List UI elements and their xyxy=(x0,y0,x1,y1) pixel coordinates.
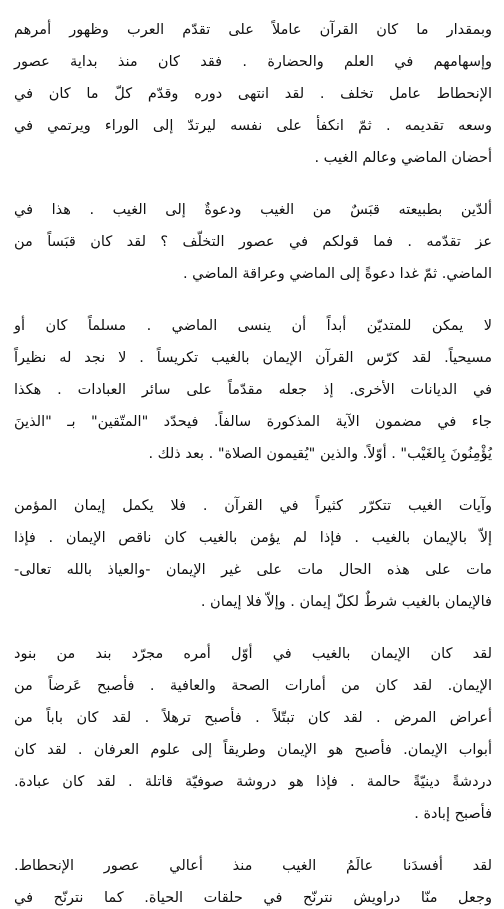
paragraph-2-line-3: الماضي. ثمّ غدا دعوةً إلى الماضي وعراقة الماضي . xyxy=(182,266,492,282)
paragraph-3-line-1: لا يمكن للمتديّن أبداً أن ينسى الماضي . مسلماً كان أو xyxy=(14,318,492,334)
paragraph-6-line-1: لقد أفسدَنا عالَمُ الغيب منذ أعالي عصور الإنحطاط. xyxy=(14,858,492,874)
paragraph-6-line-2: وجعل منّا دراويش نترنّح في حلقات الحياة. كما نترنّح في xyxy=(14,890,492,906)
paragraph-3-line-3: في الديانات الأخرى. إذ جعله مقدّماً على سائر العبادات . هكذا xyxy=(14,382,492,398)
paragraph-5-line-2: الإيمان. لقد كان من أمارات الصحة والعافية . فأصبح عَرضاً من xyxy=(14,678,492,694)
paragraph-4-line-4: فالإيمان بالغيب شرطٌ لكلّ إيمان . وإلاّ فلا إيمان . xyxy=(200,594,492,610)
paragraph-5-line-3: أعراض المرض . لقد كان تبتّلاً . فأصبح ترهلاً . لقد كان باباً من xyxy=(14,710,492,726)
paragraph-4-line-3: مات على هذه الحال مات على غير الإيمان -والعياذ بالله تعالى- xyxy=(14,562,492,578)
paragraph-6 xyxy=(14,850,492,909)
paragraph-3 xyxy=(14,310,492,470)
paragraph-5-line-6: فأصبح إبادة . xyxy=(414,806,492,822)
paragraph-1-line-4: وسعه تقديمه . ثمّ انكفأ على نفسه ليرتدّ إلى الوراء ويرتمي في xyxy=(14,118,492,134)
paragraph-4 xyxy=(14,490,492,618)
paragraph-4-line-1: وآيات الغيب تتكرّر كثيراً في القرآن . فلا يكمل إيمان المؤمن xyxy=(14,498,492,514)
paragraph-2-line-1: ألدّين بطبيعته قبَسٌ من الغيب ودعوةٌ إلى الغيب . هذا في xyxy=(14,202,492,218)
paragraph-2 xyxy=(14,194,492,290)
paragraph-5-line-4: أبواب الإيمان. فأصبح هو الإيمان وطريقاً إلى علوم العرفان . لقد كان xyxy=(14,742,492,758)
paragraph-3-line-2: مسيحياً. لقد كرّس القرآن الإيمان بالغيب تكريساً . لا نجد له نظيراً xyxy=(14,350,492,366)
paragraph-1-line-5: أحضان الماضي وعالم الغيب . xyxy=(314,150,492,166)
paragraph-3-line-5: يُؤْمِنُونَ بِالغَيْب" . أوّلاً. والذين "يُقيمون الصلاة" . بعد ذلك . xyxy=(148,446,492,462)
paragraph-4-line-2: إلاّ بالإيمان بالغيب . فإذا لم يؤمن بالغيب كان ناقص الإيمان . فإذا xyxy=(14,530,492,546)
paragraph-5 xyxy=(14,638,492,830)
paragraph-3-line-4: جاء في مضمون الآية المذكورة سالفاً. فيحدّد "المتّقين" بـ "الذينَ xyxy=(14,414,492,430)
paragraph-1-line-2: وإسهامهم في العلم والحضارة . فقد كان منذ بداية عصور xyxy=(14,54,492,70)
paragraph-1 xyxy=(14,14,492,174)
paragraph-1-line-1: وبمقدار ما كان القرآن عاملاً على تقدّم العرب وظهور أمرهم xyxy=(14,22,492,38)
paragraph-5-line-1: لقد كان الإيمان بالغيب في أوّل أمره مجرّد بند من بنود xyxy=(14,646,492,662)
paragraph-2-line-2: عز تقدّمه . فما قولكم في عصور التخلّف ؟ لقد كان قبَساً من xyxy=(14,234,492,250)
paragraph-1-line-3: الإنحطاط عامل تخلف . لقد انتهى دوره وقدّم كلّ ما كان في xyxy=(14,86,492,102)
paragraph-5-line-5: دردشةً دينيّةً حالمة . فإذا هو دروشة صوفيّة قاتلة . لقد كان عبادة. xyxy=(14,774,492,790)
